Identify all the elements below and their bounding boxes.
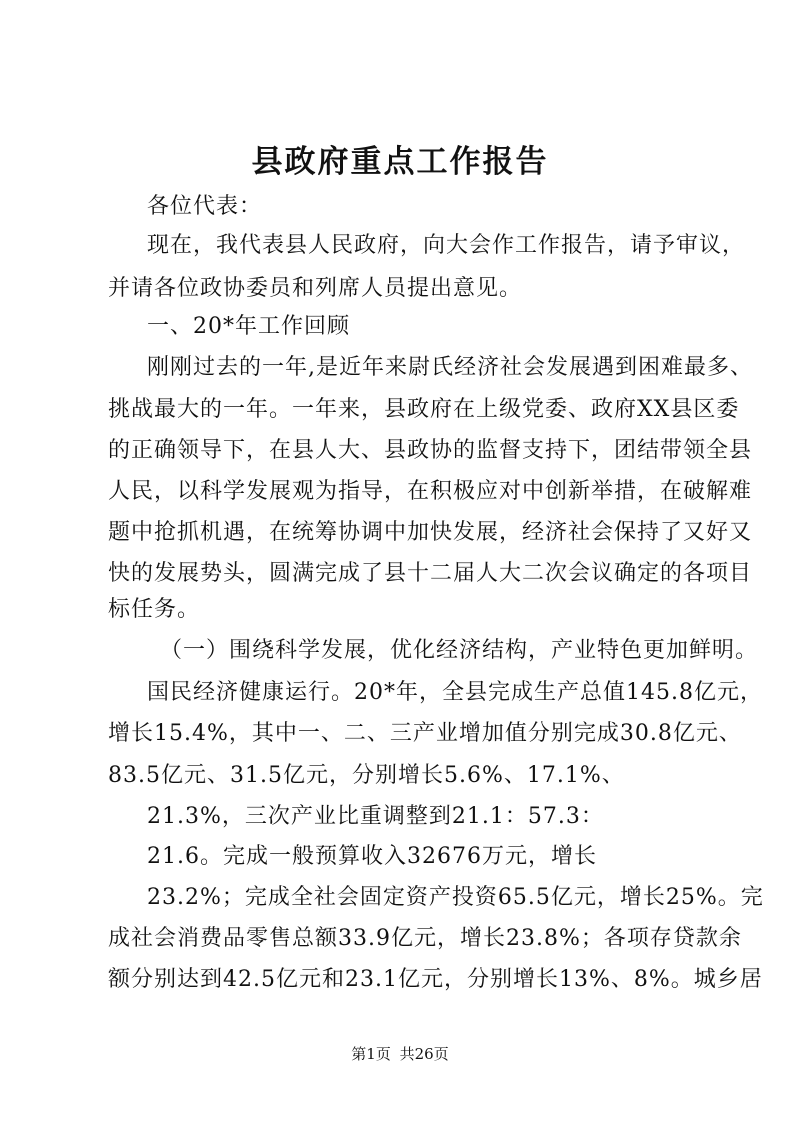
body-line: 题中抢抓机遇，在统筹协调中加快发展，经济社会保持了又好又	[108, 520, 753, 545]
body-line: 快的发展势头，圆满完成了县十二届人大二次会议确定的各项目	[108, 561, 753, 586]
body-line: 挑战最大的一年。一年来，县政府在上级党委、政府XX县区委	[108, 397, 740, 422]
body-line: 现在，我代表县人民政府，向大会作工作报告，请予审议，	[147, 233, 746, 258]
body-line: 增长15.4%，其中一、二、三产业增加值分别完成30.8亿元、	[108, 721, 742, 746]
body-line: 83.5亿元、31.5亿元，分别增长5.6%、17.1%、	[108, 763, 625, 788]
body-line: 21.3%，三次产业比重调整到21.1：57.3：	[147, 804, 604, 829]
page-footer	[0, 1043, 800, 1065]
body-line: 刚刚过去的一年,是近年来尉氏经济社会发展遇到困难最多、	[147, 355, 753, 380]
body-line: 并请各位政协委员和列席人员提出意见。	[108, 276, 523, 301]
subsection-heading: （一）围绕科学发展，优化经济结构，产业特色更加鲜明。	[160, 638, 759, 663]
section-heading: 一、20*年工作回顾	[147, 314, 350, 339]
body-line: 23.2%；完成全社会固定资产投资65.5亿元，增长25%。完	[147, 885, 764, 910]
body-line: 成社会消费品零售总额33.9亿元，增长23.8%；各项存贷款余	[108, 926, 742, 951]
body-line: 人民，以科学发展观为指导，在积极应对中创新举措，在破解难	[108, 479, 753, 504]
salutation: 各位代表：	[147, 194, 263, 219]
page-number: 第1页	[351, 1045, 391, 1063]
page-total: 共26页	[399, 1045, 449, 1063]
body-line: 国民经济健康运行。20*年，全县完成生产总值145.8亿元，	[147, 680, 763, 705]
body-line: 额分别达到42.5亿元和23.1亿元，分别增长13%、8%。城乡居	[108, 967, 763, 992]
body-line: 的正确领导下，在县人大、县政协的监督支持下，团结带领全县	[108, 438, 753, 463]
document-title: 县政府重点工作报告	[251, 144, 549, 180]
body-line: 21.6。完成一般预算收入32676万元，增长	[147, 844, 597, 869]
body-line: 标任务。	[108, 597, 201, 622]
